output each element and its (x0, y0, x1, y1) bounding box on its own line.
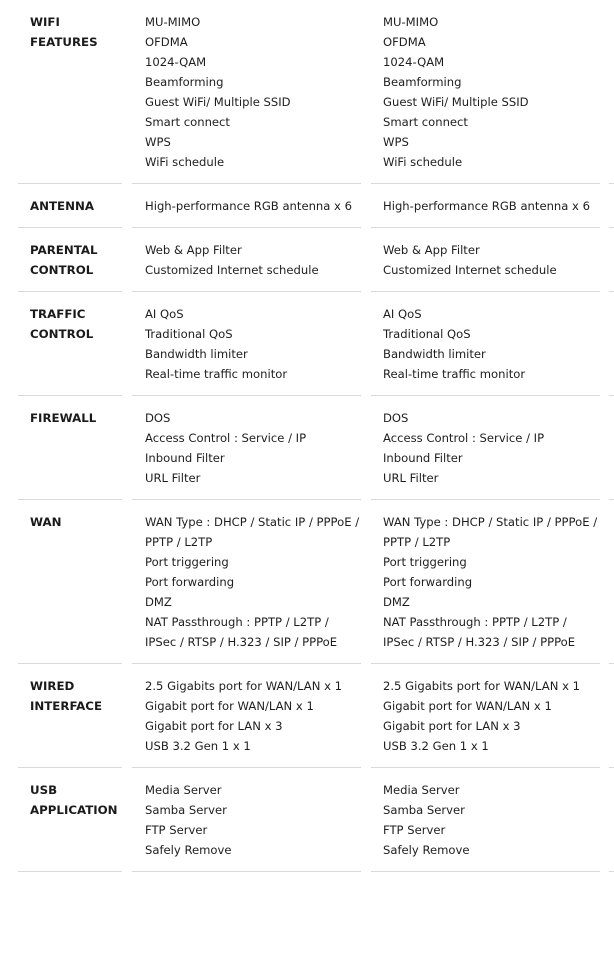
spec-value-line: Bandwidth limiter (383, 347, 486, 361)
spec-value-line: Port triggering (145, 555, 229, 569)
spec-label-line: PARENTAL (30, 243, 98, 257)
spec-label-line: WIRED (30, 679, 75, 693)
spec-value-model-a (132, 196, 370, 216)
spec-label (0, 408, 132, 488)
spec-value-line: Inbound Filter (145, 451, 225, 465)
spec-value-line: URL Filter (145, 471, 201, 485)
spec-value-line: IPSec / RTSP / H.323 / SIP / PPPoE (145, 635, 338, 649)
spec-value-line: Bandwidth limiter (145, 347, 248, 361)
spec-value-line: WiFi schedule (383, 155, 463, 169)
spec-row-antenna (0, 184, 614, 228)
spec-value-line: Beamforming (145, 75, 224, 89)
spec-value-model-b (370, 12, 614, 172)
spec-value-model-b (370, 240, 614, 280)
spec-value-line: Guest WiFi/ Multiple SSID (145, 95, 291, 109)
spec-value-model-b (370, 512, 614, 652)
spec-label-line: CONTROL (30, 327, 94, 341)
spec-label-line: INTERFACE (30, 699, 103, 713)
spec-row-firewall (0, 396, 614, 500)
spec-value-line: Gigabit port for WAN/LAN x 1 (383, 699, 552, 713)
spec-value-line: High-performance RGB antenna x 6 (383, 199, 590, 213)
spec-row-parental-control (0, 228, 614, 292)
row-divider (371, 871, 600, 872)
spec-value-line: WAN Type : DHCP / Static IP / PPPoE / (383, 515, 598, 529)
spec-value-line: Gigabit port for LAN x 3 (145, 719, 283, 733)
spec-value-line: Customized Internet schedule (145, 263, 319, 277)
spec-value-model-b (370, 676, 614, 756)
spec-value-line: DMZ (383, 595, 410, 609)
row-divider (18, 871, 122, 872)
spec-value-model-b (370, 780, 614, 860)
spec-label-line: CONTROL (30, 263, 94, 277)
spec-value-line: DOS (383, 411, 409, 425)
spec-value-line: WPS (383, 135, 409, 149)
spec-value-line: URL Filter (383, 471, 439, 485)
spec-value-line: Port triggering (383, 555, 467, 569)
spec-label-line: FIREWALL (30, 411, 97, 425)
spec-value-line: FTP Server (145, 823, 208, 837)
spec-value-line: 2.5 Gigabits port for WAN/LAN x 1 (145, 679, 342, 693)
spec-value-line: Port forwarding (383, 575, 473, 589)
spec-value-model-a (132, 676, 370, 756)
spec-value-model-b (370, 196, 614, 216)
spec-value-line: Traditional QoS (145, 327, 233, 341)
spec-value-line: Real-time traffic monitor (383, 367, 526, 381)
spec-value-line: OFDMA (145, 35, 188, 49)
spec-value-line: AI QoS (383, 307, 422, 321)
spec-value-line: Safely Remove (145, 843, 232, 857)
spec-value-model-a (132, 408, 370, 488)
spec-value-model-a (132, 240, 370, 280)
spec-label (0, 780, 132, 860)
spec-value-line: Safely Remove (383, 843, 470, 857)
spec-label (0, 196, 132, 216)
spec-value-line: DOS (145, 411, 171, 425)
spec-value-line: WAN Type : DHCP / Static IP / PPPoE / (145, 515, 360, 529)
spec-row-wired-interface (0, 664, 614, 768)
spec-value-line: NAT Passthrough : PPTP / L2TP / (383, 615, 567, 629)
spec-value-line: 1024-QAM (145, 55, 207, 69)
spec-row-wan (0, 500, 614, 664)
spec-value-line: 2.5 Gigabits port for WAN/LAN x 1 (383, 679, 580, 693)
spec-value-line: Access Control : Service / IP (145, 431, 307, 445)
spec-value-line: Smart connect (383, 115, 468, 129)
spec-value-line: MU-MIMO (145, 15, 201, 29)
spec-value-line: Customized Internet schedule (383, 263, 557, 277)
spec-value-line: Gigabit port for LAN x 3 (383, 719, 521, 733)
spec-value-line: Web & App Filter (145, 243, 242, 257)
spec-value-line: Traditional QoS (383, 327, 471, 341)
spec-label-line: USB (30, 783, 58, 797)
spec-label (0, 304, 132, 384)
spec-value-model-a (132, 780, 370, 860)
spec-label-line: WAN (30, 515, 62, 529)
spec-value-line: PPTP / L2TP (383, 535, 451, 549)
spec-row-traffic-control (0, 292, 614, 396)
spec-value-line: MU-MIMO (383, 15, 439, 29)
spec-value-line: Access Control : Service / IP (383, 431, 545, 445)
spec-label-line: APPLICATION (30, 803, 118, 817)
spec-value-line: Port forwarding (145, 575, 235, 589)
spec-row-wifi-features (0, 0, 614, 184)
spec-value-line: AI QoS (145, 307, 184, 321)
spec-value-line: PPTP / L2TP (145, 535, 213, 549)
spec-value-line: 1024-QAM (383, 55, 445, 69)
spec-value-line: Media Server (383, 783, 460, 797)
spec-value-model-b (370, 304, 614, 384)
spec-value-model-a (132, 304, 370, 384)
spec-value-line: Guest WiFi/ Multiple SSID (383, 95, 529, 109)
spec-label-line: TRAFFIC (30, 307, 86, 321)
spec-label (0, 240, 132, 280)
spec-value-line: Samba Server (145, 803, 227, 817)
row-divider (132, 871, 361, 872)
spec-value-model-b (370, 408, 614, 488)
spec-value-line: DMZ (145, 595, 172, 609)
spec-label-line: WIFI (30, 15, 60, 29)
spec-label (0, 512, 132, 652)
spec-value-line: Gigabit port for WAN/LAN x 1 (145, 699, 314, 713)
spec-value-line: Media Server (145, 783, 222, 797)
spec-label (0, 12, 132, 172)
spec-value-line: OFDMA (383, 35, 426, 49)
spec-value-line: Inbound Filter (383, 451, 463, 465)
spec-value-line: USB 3.2 Gen 1 x 1 (383, 739, 489, 753)
spec-label-line: FEATURES (30, 35, 98, 49)
row-divider (609, 871, 614, 872)
spec-row-usb-application (0, 768, 614, 872)
spec-value-line: WPS (145, 135, 171, 149)
spec-value-line: Real-time traffic monitor (145, 367, 288, 381)
spec-value-model-a (132, 12, 370, 172)
spec-value-line: Samba Server (383, 803, 465, 817)
spec-value-line: USB 3.2 Gen 1 x 1 (145, 739, 251, 753)
spec-value-line: IPSec / RTSP / H.323 / SIP / PPPoE (383, 635, 576, 649)
spec-value-line: Web & App Filter (383, 243, 480, 257)
spec-value-line: FTP Server (383, 823, 446, 837)
spec-value-line: Beamforming (383, 75, 462, 89)
spec-value-line: Smart connect (145, 115, 230, 129)
spec-label-line: ANTENNA (30, 199, 94, 213)
spec-value-line: WiFi schedule (145, 155, 225, 169)
spec-value-model-a (132, 512, 370, 652)
spec-label (0, 676, 132, 756)
spec-value-line: High-performance RGB antenna x 6 (145, 199, 352, 213)
spec-value-line: NAT Passthrough : PPTP / L2TP / (145, 615, 329, 629)
